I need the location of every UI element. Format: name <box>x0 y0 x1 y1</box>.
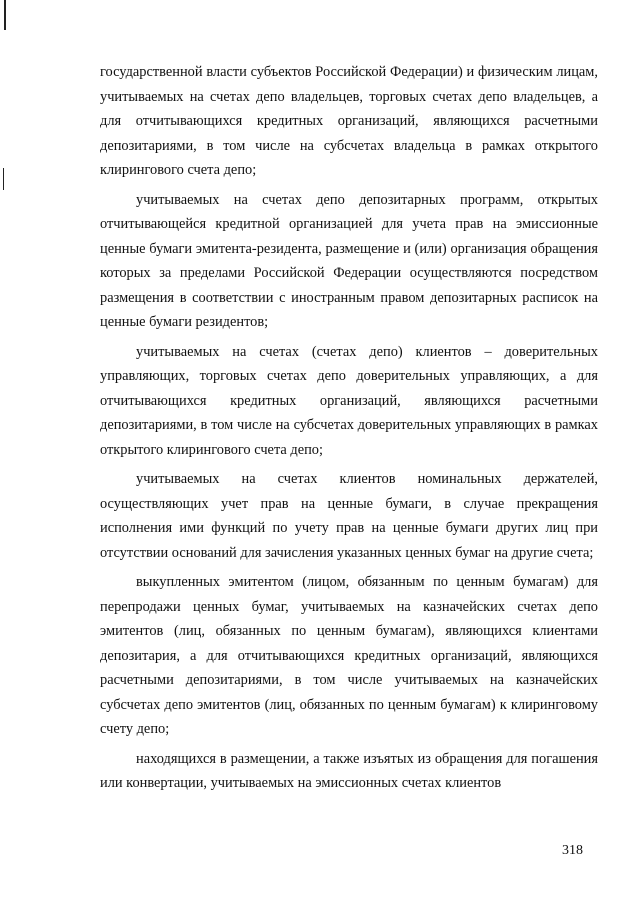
scan-edge-mark-middle <box>3 168 4 190</box>
paragraph-trust-managers: учитываемых на счетах (счетах депо) клиентов – доверительных управляющих, торговых счетах депо доверительных управляющих, а для отчитывающихся кредитных организаций, являющихся расчетными депозитариями, в том числе на субсчетах доверительных управляющих в рамках открытого клирингового счета депо; <box>100 343 598 458</box>
document-body <box>100 60 598 801</box>
paragraph-continuation: государственной власти субъектов Российской Федерации) и физическим лицам, учитываемых на счетах депо владельцев, торговых счетах депо владельцев, а для отчитывающихся кредитных организаций, являющихся расчетными депозитариями, в том числе на субсчетах владельца в рамках открытого клирингового счета депо; <box>100 64 598 178</box>
paragraph-treasury-accounts: выкупленных эмитентом (лицом, обязанным по ценным бумагам) для перепродажи ценных бумаг, учитываемых на казначейских счетах депо эмитентов (лиц, обязанных по ценным бумагам), являющихся клиентами депозитария, а для отчитывающихся кредитных организаций, являющихся расчетными депозитариями, в том числе учитываемых на казначейских субсчетах депо эмитентов (лиц, обязанных по ценным бумагам) к клиринговому счету депо; <box>100 574 598 737</box>
paragraph-nominee-holders: учитываемых на счетах клиентов номинальных держателей, осуществляющих учет прав на ценные бумаги, в случае прекращения исполнения ими функций по учету прав на ценные бумаги других лиц при отсутствии оснований для зачисления указанных ценных бумаг на другие счета; <box>100 471 598 561</box>
page-number: 318 <box>562 843 583 858</box>
scan-edge-mark-top <box>4 0 6 30</box>
paragraph-depository-programs: учитываемых на счетах депо депозитарных программ, открытых отчитывающейся кредитной организацией для учета прав на эмиссионные ценные бумаги эмитента-резидента, размещение и (или) организация обращения которых за пределами Российской Федерации осуществляются посредством размещения в соответствии с иностранным правом депозитарных расписок на ценные бумаги резидентов; <box>100 191 598 330</box>
paragraph-issuance-accounts: находящихся в размещении, а также изъятых из обращения для погашения или конвертации, учитываемых на эмиссионных счетах клиентов <box>100 750 598 791</box>
